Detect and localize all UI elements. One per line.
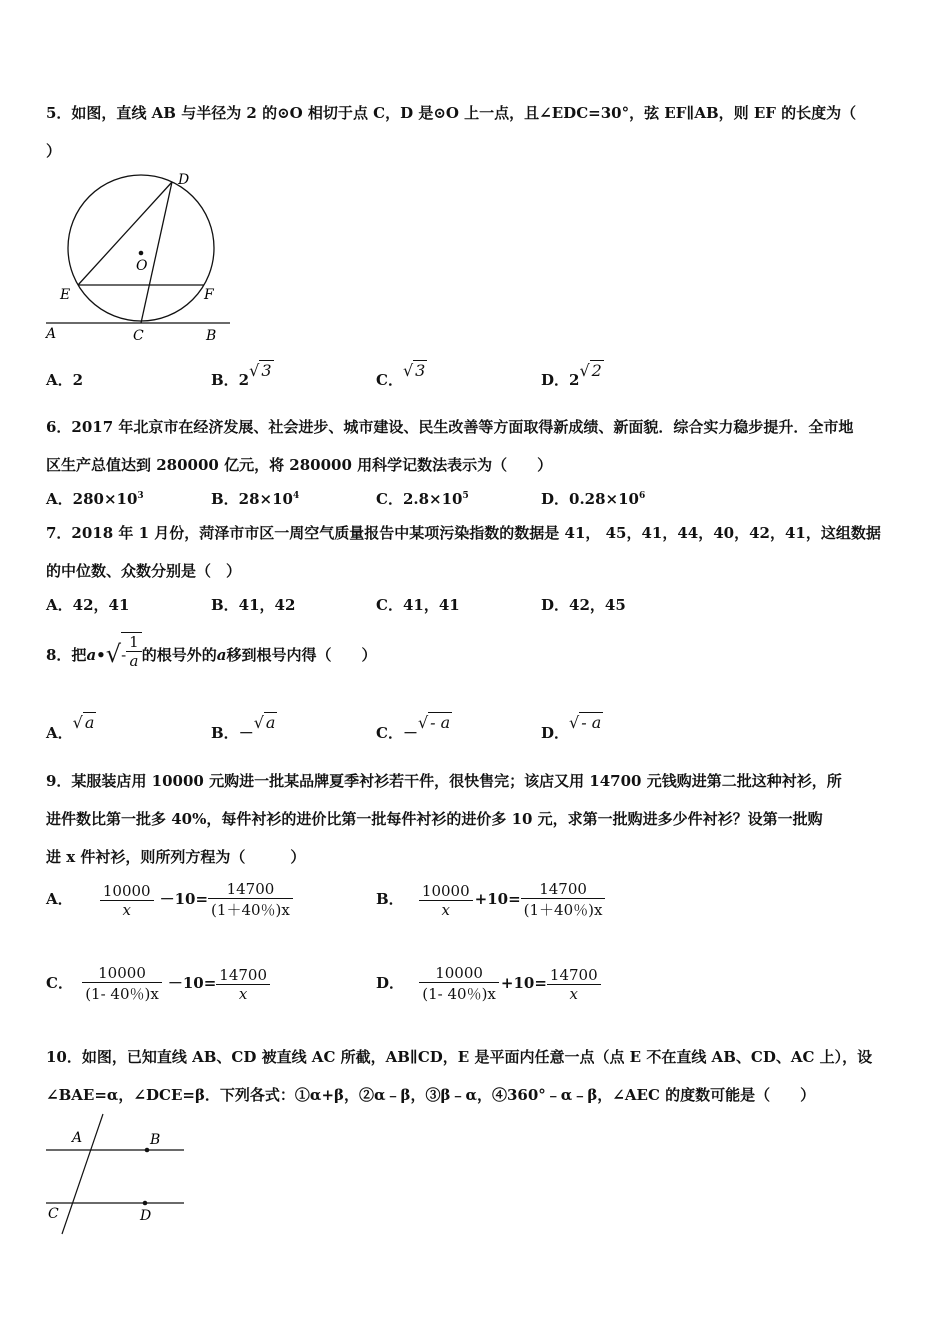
q9-stem-line2: 进件数比第一批多 40%，每件衬衫的进价比第一批每件衬衫的进价多 10 元，求第一批购进多少件衬衫？设第一批购 [46, 810, 823, 828]
q5-stem: 5．如图，直线 AB 与半径为 2 的⊙O 相切于点 C，D 是⊙O 上一点，且∠EDC=30°，弦 EF∥AB，则 EF 的长度为（ [46, 104, 857, 122]
segment-de [78, 182, 172, 285]
segment-dc [141, 182, 172, 323]
q9-option-b: B． $\frac{10000}{x}$ +10= $\frac{14700}{(1+40\%)x}$ [376, 880, 605, 920]
q6-option-d: D．$0.28\times 10^6$ [541, 490, 646, 508]
q7-stem-line1: 7．2018 年 1 月份，菏泽市市区一周空气质量报告中某项污染指数的数据是 41， 45，41，44，40，42，41，这组数据 [46, 524, 881, 542]
label-o: O [136, 258, 148, 274]
q8-option-a: A．√ a [46, 713, 95, 742]
q6-option-b: B．$28\times 10^4$ [211, 490, 300, 508]
q8-option-d: D．√ - a [541, 713, 602, 742]
q5-option-a: A．2 [46, 371, 84, 389]
q6-stem-line2: 区生产总值达到 280000 亿元，将 280000 用科学记数法表示为（ ） [46, 456, 553, 474]
point-d [143, 1201, 148, 1206]
label-b: B [206, 328, 217, 344]
transversal-ac [62, 1114, 103, 1234]
q5-circle-figure [40, 168, 240, 346]
q9-stem-line1: 9．某服装店用 10000 元购进一批某品牌夏季衬衫若干件，很快售完；该店又用 14700 元钱购进第二批这种衬衫，所 [46, 772, 842, 790]
q7-option-d: D．42，45 [541, 596, 626, 614]
label-c: C [133, 328, 144, 344]
q5-option-d: D．2√ 2 [541, 361, 602, 389]
label-c: C [48, 1206, 59, 1222]
q7-option-b: B．41，42 [211, 596, 296, 614]
q10-stem-line2: ∠BAE=α，∠DCE=β．下列各式：①α+β，②α﹣β，③β﹣α，④360°﹣α﹣β，∠AEC 的度数可能是（ ） [46, 1086, 816, 1104]
q5-option-b: B．2√ 3 [211, 361, 272, 389]
q7-option-a: A．42，41 [46, 596, 130, 614]
label-a: A [72, 1130, 83, 1146]
q6-option-a: A．$280\times 10^3$ [46, 490, 144, 508]
center-point [139, 251, 144, 256]
label-d: D [178, 172, 190, 188]
q6-option-c: C．$2.8\times 10^5$ [376, 490, 469, 508]
label-b: B [150, 1132, 161, 1148]
label-f: F [204, 287, 214, 303]
q5-option-c: C．√ 3 [376, 361, 426, 389]
q5-stem-end: ） [46, 142, 62, 160]
label-a: A [46, 326, 57, 342]
label-d: D [140, 1208, 152, 1224]
q7-stem-line2: 的中位数、众数分别是（ ） [46, 562, 242, 580]
circle-o [68, 175, 214, 321]
q9-option-d: D． $\frac{10000}{(1- 40\%)x}$ +10= $\frac{14700}{x}$ [376, 964, 601, 1004]
q8-option-b: B．－√ a [211, 713, 276, 742]
q9-option-c: C． $\frac{10000}{(1- 40\%)x}$ －10= $\frac{14700}{x}$ [46, 964, 270, 1004]
point-b [145, 1148, 150, 1153]
q8-stem: 8．把a•√- $\frac{1}{a}$ 的根号外的a移到根号内得（ ） [46, 633, 377, 670]
q10-stem-line1: 10．如图，已知直线 AB、CD 被直线 AC 所截，AB∥CD，E 是平面内任意一点（点 E 不在直线 AB、CD、AC 上），设 [46, 1048, 873, 1066]
q9-option-a: A． $\frac{10000}{x}$ －10= $\frac{14700}{(1+40\%)x}$ [46, 880, 293, 920]
q7-option-c: C．41，41 [376, 596, 460, 614]
q9-stem-line3: 进 x 件衬衫，则所列方程为（ ） [46, 848, 306, 866]
q10-parallel-lines-figure [40, 1112, 190, 1238]
q8-option-c: C．－√ - a [376, 713, 451, 742]
label-e: E [60, 287, 71, 303]
q6-stem-line1: 6．2017 年北京市在经济发展、社会进步、城市建设、民生改善等方面取得新成绩、新面貌．综合实力稳步提升．全市地 [46, 418, 854, 436]
